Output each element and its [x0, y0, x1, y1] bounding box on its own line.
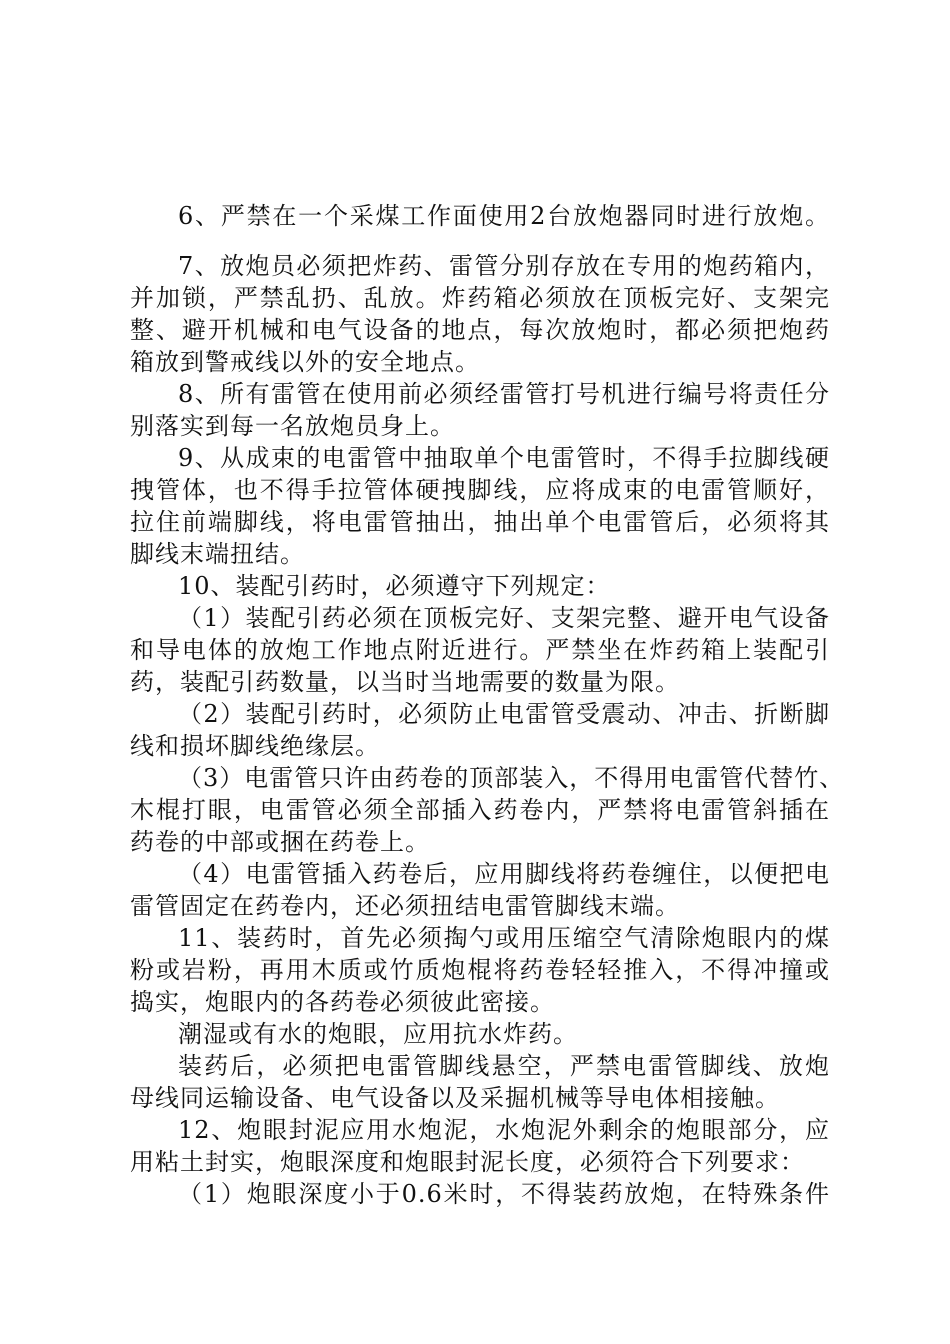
- text-line: 9、从成束的电雷管中抽取单个电雷管时，不得手拉脚线硬: [178, 444, 830, 472]
- text-line: 11、装药时，首先必须掏勺或用压缩空气清除炮眼内的煤: [178, 924, 830, 952]
- paragraph-gap: [130, 232, 830, 250]
- text-line: 别落实到每一名放炮员身上。: [130, 412, 455, 440]
- text-line: 整、避开机械和电气设备的地点，每次放炮时，都必须把炮药: [130, 316, 830, 344]
- text-line: 箱放到警戒线以外的安全地点。: [130, 348, 480, 376]
- text-line: 线和损坏脚线绝缘层。: [130, 732, 380, 760]
- text-line: （3）电雷管只许由药卷的顶部装入，不得用电雷管代替竹、: [178, 764, 845, 792]
- text-line: 6、严禁在一个采煤工作面使用2台放炮器同时进行放炮。: [178, 202, 830, 230]
- text-line: 8、所有雷管在使用前必须经雷管打号机进行编号将责任分: [178, 380, 830, 408]
- text-line: （1）炮眼深度小于0.6米时，不得装药放炮，在特殊条件: [178, 1180, 830, 1208]
- text-line: 10、装配引药时，必须遵守下列规定：: [178, 572, 611, 600]
- text-line: 木棍打眼，电雷管必须全部插入药卷内，严禁将电雷管斜插在: [130, 796, 830, 824]
- text-line: 拽管体，也不得手拉管体硬拽脚线，应将成束的电雷管顺好，: [130, 476, 830, 504]
- text-line: 药卷的中部或捆在药卷上。: [130, 828, 430, 856]
- text-line: 7、放炮员必须把炸药、雷管分别存放在专用的炮药箱内，: [178, 252, 830, 280]
- text-line: 12、炮眼封泥应用水炮泥，水炮泥外剩余的炮眼部分，应: [178, 1116, 830, 1144]
- text-line: 拉住前端脚线，将电雷管抽出，抽出单个电雷管后，必须将其: [130, 508, 830, 536]
- document-page: [130, 200, 845, 1210]
- text-line: （4）电雷管插入药卷后，应用脚线将药卷缠住，以便把电: [178, 860, 830, 888]
- text-line: 并加锁，严禁乱扔、乱放。炸药箱必须放在顶板完好、支架完: [130, 284, 830, 312]
- text-line: 和导电体的放炮工作地点附近进行。严禁坐在炸药箱上装配引: [130, 636, 830, 664]
- text-line: 脚线末端扭结。: [130, 540, 305, 568]
- text-line: （2）装配引药时，必须防止电雷管受震动、冲击、折断脚: [178, 700, 830, 728]
- text-line: （1）装配引药必须在顶板完好、支架完整、避开电气设备: [178, 604, 830, 632]
- text-line: 用粘土封实，炮眼深度和炮眼封泥长度，必须符合下列要求：: [130, 1148, 805, 1176]
- text-line: 雷管固定在药卷内，还必须扭结电雷管脚线末端。: [130, 892, 680, 920]
- text-line: 捣实，炮眼内的各药卷必须彼此密接。: [130, 988, 555, 1016]
- text-line: 药，装配引药数量，以当时当地需要的数量为限。: [130, 668, 680, 696]
- text-line: 母线同运输设备、电气设备以及采掘机械等导电体相接触。: [130, 1084, 780, 1112]
- text-line: 粉或岩粉，再用木质或竹质炮棍将药卷轻轻推入，不得冲撞或: [130, 956, 830, 984]
- text-line: 装药后，必须把电雷管脚线悬空，严禁电雷管脚线、放炮: [178, 1052, 830, 1080]
- text-line: 潮湿或有水的炮眼，应用抗水炸药。: [178, 1020, 578, 1048]
